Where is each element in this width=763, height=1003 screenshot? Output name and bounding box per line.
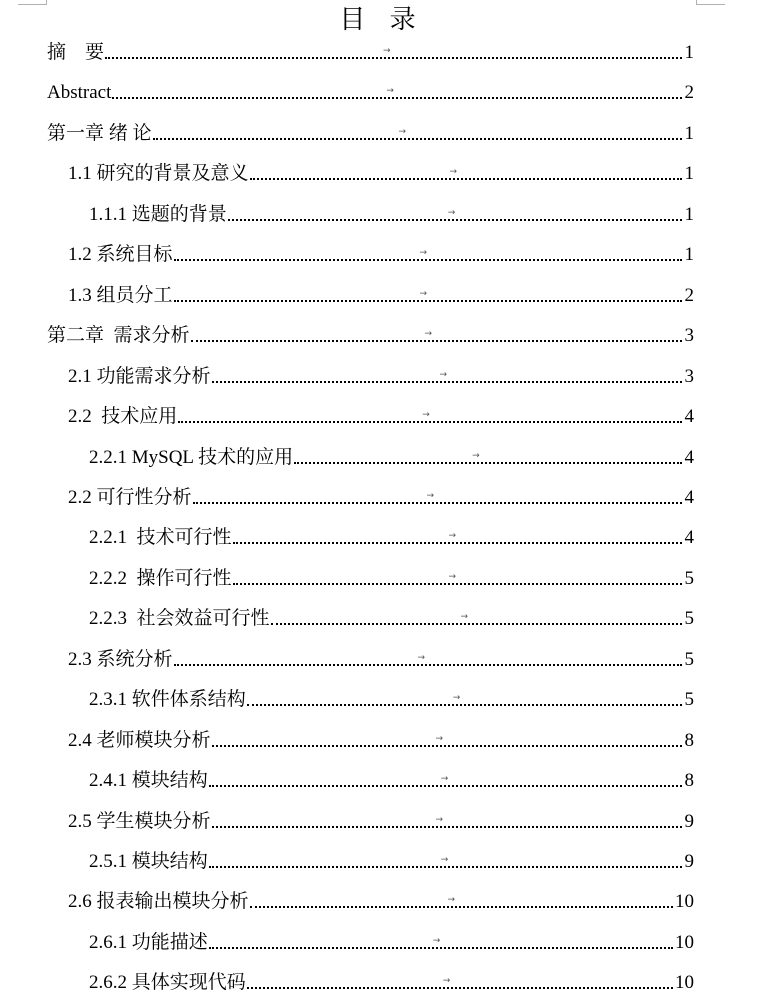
toc-entry-page: 10 [675, 931, 694, 953]
dot-leader [174, 248, 682, 261]
toc-entry[interactable] [68, 362, 694, 388]
toc-entry-label: 1.1.1 选题的背景 [89, 203, 227, 225]
tab-arrow-icon: → [440, 774, 449, 785]
dot-leader [247, 693, 682, 706]
tab-arrow-icon: → [448, 531, 457, 542]
toc-entry[interactable] [68, 887, 694, 913]
toc-entry-label: 1.2 系统目标 [68, 244, 173, 266]
toc-entry-label: 2.4 老师模块分析 [68, 729, 211, 751]
toc-entry[interactable] [47, 321, 694, 347]
tab-arrow-icon: → [435, 733, 444, 744]
dot-leader [271, 612, 682, 625]
toc-entry-label: 2.2.1 MySQL 技术的应用 [89, 446, 294, 468]
dot-leader [178, 410, 682, 423]
tab-arrow-icon: → [449, 167, 458, 178]
toc-entry-page: 5 [684, 608, 694, 630]
toc-entry-page: 9 [684, 810, 694, 832]
toc-entry-page: 8 [684, 770, 694, 792]
toc-entry[interactable] [68, 726, 694, 752]
toc-entry-label: 2.1 功能需求分析 [68, 365, 211, 387]
toc-entry[interactable] [47, 38, 694, 64]
tab-arrow-icon: → [419, 248, 428, 259]
dot-leader [247, 976, 673, 989]
toc-entry-page: 2 [684, 82, 694, 104]
dot-leader [174, 288, 682, 302]
toc-entry-label: 2.5 学生模块分析 [68, 810, 211, 832]
toc-entry-label: 2.2.1 技术可行性 [89, 527, 232, 549]
dot-leader [209, 855, 682, 868]
toc-entry-page: 5 [684, 689, 694, 711]
toc-entry[interactable] [89, 766, 694, 792]
toc-entry-label: 1.1 研究的背景及意义 [68, 163, 249, 185]
toc-entry-page: 8 [684, 729, 694, 751]
toc-entry[interactable] [89, 443, 694, 469]
tab-arrow-icon: → [432, 935, 441, 946]
dot-leader [209, 935, 673, 949]
toc-entry-label: 2.2.3 社会效益可行性 [89, 608, 270, 630]
toc-entry-page: 10 [675, 891, 694, 913]
tab-arrow-icon: → [435, 814, 444, 825]
toc-entry[interactable] [89, 847, 694, 873]
tab-arrow-icon: → [398, 126, 407, 137]
toc-title: 目 录 [339, 5, 424, 35]
tab-arrow-icon: → [439, 369, 448, 380]
tab-arrow-icon: → [426, 490, 435, 501]
toc-entry-page: 1 [684, 163, 694, 185]
toc-entry[interactable] [68, 483, 694, 509]
toc-entry-page: 4 [684, 446, 694, 468]
toc-entry[interactable] [68, 402, 694, 428]
tab-arrow-icon: → [386, 86, 394, 97]
dot-leader [212, 814, 682, 828]
toc-entry-label: 2.4.1 模块结构 [89, 770, 208, 792]
toc-entry-page: 4 [684, 406, 694, 428]
toc-entry-label: 2.5.1 模块结构 [89, 851, 208, 872]
tab-arrow-icon: → [383, 46, 391, 56]
tab-arrow-icon: → [440, 855, 449, 865]
tab-arrow-icon: → [417, 652, 426, 663]
toc-entry[interactable] [47, 119, 694, 145]
toc-entry-label: 1.3 组员分工 [68, 284, 173, 306]
toc-entry[interactable] [68, 807, 694, 833]
toc-entry-page: 10 [675, 972, 694, 994]
dot-leader [193, 490, 682, 504]
toc-entry[interactable] [47, 78, 694, 104]
toc-entry-label: 2.3 系统分析 [68, 648, 173, 670]
dot-leader [191, 329, 682, 342]
toc-entry[interactable] [89, 523, 694, 549]
toc-entry-label: 2.2 技术应用 [68, 406, 178, 428]
toc-entry[interactable] [89, 200, 694, 226]
toc-entry-page: 4 [684, 486, 694, 508]
tab-arrow-icon: → [424, 329, 433, 340]
toc-entry-page: 5 [684, 567, 694, 589]
toc-entry[interactable] [68, 281, 694, 307]
dot-leader [228, 207, 682, 221]
toc-entry-page: 1 [684, 203, 694, 225]
toc-entry-page: 1 [684, 122, 694, 144]
dot-leader [153, 126, 682, 140]
toc-entry-label: Abstract [47, 82, 112, 104]
toc-entry[interactable] [89, 604, 694, 630]
toc-entry[interactable] [68, 159, 694, 185]
toc-entry-page: 1 [684, 42, 694, 63]
toc-entry[interactable] [68, 645, 694, 671]
dot-leader [174, 652, 682, 666]
toc-entry-label: 2.3.1 软件体系结构 [89, 689, 246, 711]
dot-leader [294, 450, 682, 464]
toc-entry-page: 1 [684, 244, 694, 266]
toc-entry-label: 第二章 需求分析 [47, 325, 190, 347]
dot-leader [212, 733, 682, 747]
toc-entry-label: 2.6.2 具体实现代码 [89, 972, 246, 994]
dot-leader [212, 369, 682, 383]
toc-entry[interactable] [89, 564, 694, 590]
toc-entry-label: 摘 要 [47, 42, 105, 63]
dot-leader [250, 895, 673, 908]
dot-leader [112, 86, 682, 99]
toc-entry[interactable] [89, 928, 694, 954]
tab-arrow-icon: → [452, 693, 461, 704]
toc-entry-page: 3 [684, 325, 694, 347]
dot-leader [105, 46, 682, 59]
tab-arrow-icon: → [448, 571, 457, 582]
toc-entry-page: 9 [684, 851, 694, 872]
tab-arrow-icon: → [422, 410, 430, 421]
toc-entry-label: 2.2.2 操作可行性 [89, 567, 232, 589]
toc-entry-label: 2.2 可行性分析 [68, 486, 192, 508]
toc-entry-page: 5 [684, 648, 694, 670]
toc-entry[interactable] [68, 240, 694, 266]
tab-arrow-icon: → [442, 976, 451, 987]
dot-leader [233, 531, 682, 544]
toc-entry-label: 2.6 报表输出模块分析 [68, 891, 249, 913]
toc-entry-page: 3 [684, 365, 694, 387]
dot-leader [233, 571, 682, 585]
tab-arrow-icon: → [447, 895, 456, 906]
tab-arrow-icon: → [472, 450, 480, 461]
toc-entry[interactable] [89, 685, 694, 711]
dot-leader [250, 167, 682, 180]
tab-arrow-icon: → [447, 207, 456, 218]
toc-entry[interactable] [89, 968, 694, 994]
toc-entry-page: 4 [684, 527, 694, 549]
dot-leader [209, 774, 682, 787]
toc-entry-label: 2.6.1 功能描述 [89, 931, 208, 953]
tab-arrow-icon: → [419, 288, 428, 299]
toc-entry-label: 第一章 绪 论 [47, 122, 152, 144]
toc-entry-page: 2 [684, 284, 694, 306]
tab-arrow-icon: → [460, 612, 469, 623]
